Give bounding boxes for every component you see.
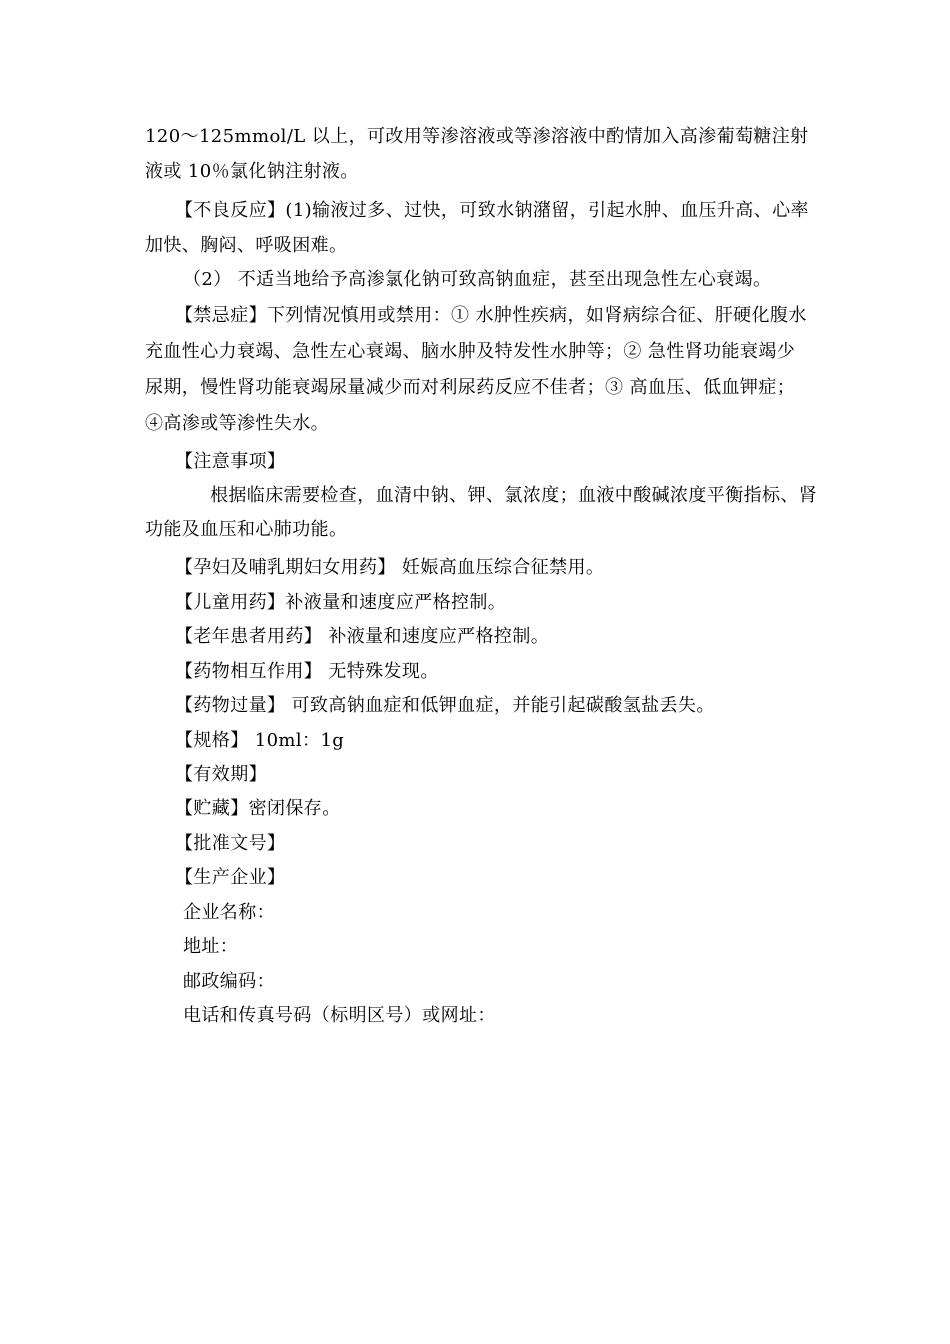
text-line: 液或 10％氯化钠注射液。 xyxy=(145,161,359,182)
section-geriatric: 【老年患者用药】 补液量和速度应严格控制。 xyxy=(175,626,550,647)
section-contraindications: 【禁忌症】下列情况慎用或禁用：① 水肿性疾病，如肾病综合征、肝硬化腹水 xyxy=(175,305,807,326)
manufacturer-postcode: 邮政编码： xyxy=(183,971,275,992)
text-line: 120～125mmol/L 以上，可改用等渗溶液或等渗溶液中酌情加入高渗葡萄糖注射 xyxy=(145,126,809,147)
manufacturer-contact: 电话和传真号码（标明区号）或网址： xyxy=(183,1005,496,1026)
section-storage: 【贮藏】密闭保存。 xyxy=(175,798,341,819)
section-specification: 【规格】 10ml：1g xyxy=(175,730,345,751)
text-line: 功能及血压和心肺功能。 xyxy=(145,519,348,540)
text-line: （2） 不适当地给予高渗氯化钠可致高钠血症，甚至出现急性左心衰竭。 xyxy=(183,269,772,290)
text-line: ④高渗或等渗性失水。 xyxy=(145,413,329,434)
section-manufacturer: 【生产企业】 xyxy=(175,867,286,888)
section-expiry: 【有效期】 xyxy=(175,764,267,785)
section-approval-number: 【批准文号】 xyxy=(175,833,286,854)
manufacturer-name: 企业名称： xyxy=(183,902,275,923)
section-interactions: 【药物相互作用】 无特殊发现。 xyxy=(175,661,439,682)
section-pregnancy: 【孕妇及哺乳期妇女用药】 妊娠高血压综合征禁用。 xyxy=(175,557,605,578)
section-overdose: 【药物过量】 可致高钠血症和低钾血症，并能引起碳酸氢盐丢失。 xyxy=(175,695,715,716)
manufacturer-address: 地址： xyxy=(183,936,239,957)
section-pediatric: 【儿童用药】补液量和速度应严格控制。 xyxy=(175,592,507,613)
text-line: 尿期，慢性肾功能衰竭尿量减少而对利尿药反应不佳者；③ 高血压、低血钾症； xyxy=(145,377,796,398)
section-adverse-reactions: 【不良反应】(1)输液过多、过快，可致水钠潴留，引起水肿、血压升高、心率 xyxy=(175,200,809,221)
text-line: 加快、胸闷、呼吸困难。 xyxy=(145,235,348,256)
text-line: 根据临床需要检查，血清中钠、钾、氯浓度；血液中酸碱浓度平衡指标、肾 xyxy=(210,485,818,506)
section-precautions: 【注意事项】 xyxy=(175,451,286,472)
text-line: 充血性心力衰竭、急性左心衰竭、脑水肿及特发性水肿等；② 急性肾功能衰竭少 xyxy=(145,341,796,362)
